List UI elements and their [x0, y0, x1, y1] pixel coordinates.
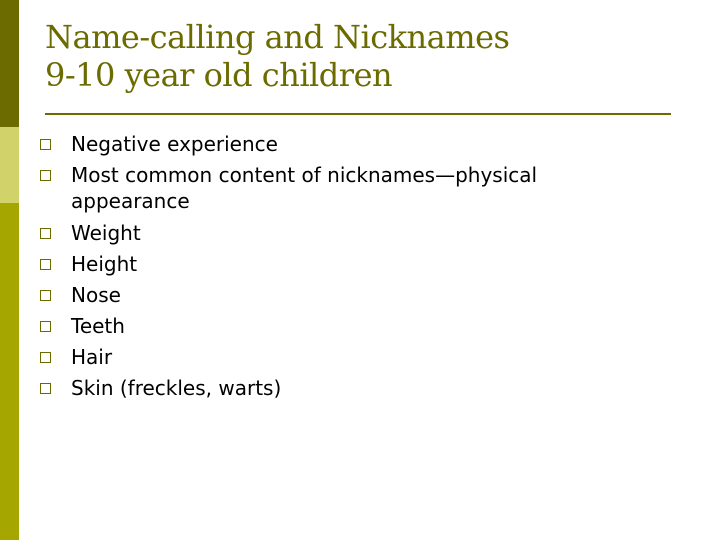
- bullet-text: Negative experience: [71, 132, 278, 156]
- square-bullet-icon: [40, 170, 51, 181]
- bullet-text: Hair: [71, 345, 113, 369]
- sidebar-accent-middle: [0, 127, 19, 203]
- bullet-item: [40, 220, 680, 246]
- title-line-2: 9-10 year old children: [45, 56, 393, 94]
- square-bullet-icon: [40, 228, 51, 239]
- bullet-text: Nose: [71, 283, 121, 307]
- bullet-item: [40, 344, 680, 370]
- bullet-item: [40, 375, 680, 401]
- bullet-text: Weight: [71, 221, 141, 245]
- title-line-1: Name-calling and Nicknames: [45, 18, 510, 56]
- bullet-item: [40, 313, 680, 339]
- bullet-text: Height: [71, 252, 138, 276]
- title-divider: [45, 113, 671, 115]
- sidebar-accent-top: [0, 0, 19, 127]
- bullet-text: Teeth: [71, 314, 125, 338]
- bullet-item: [40, 131, 680, 157]
- square-bullet-icon: [40, 259, 51, 270]
- square-bullet-icon: [40, 383, 51, 394]
- bullet-list: [40, 131, 680, 406]
- bullet-text: Skin (freckles, warts): [71, 376, 282, 400]
- slide-title: [45, 18, 685, 94]
- square-bullet-icon: [40, 352, 51, 363]
- square-bullet-icon: [40, 321, 51, 332]
- bullet-item: [40, 162, 631, 214]
- square-bullet-icon: [40, 139, 51, 150]
- bullet-item: [40, 251, 680, 277]
- square-bullet-icon: [40, 290, 51, 301]
- bullet-text: Most common content of nicknames—physical appearance: [71, 163, 538, 213]
- bullet-item: [40, 282, 680, 308]
- sidebar-accent-bottom: [0, 203, 19, 540]
